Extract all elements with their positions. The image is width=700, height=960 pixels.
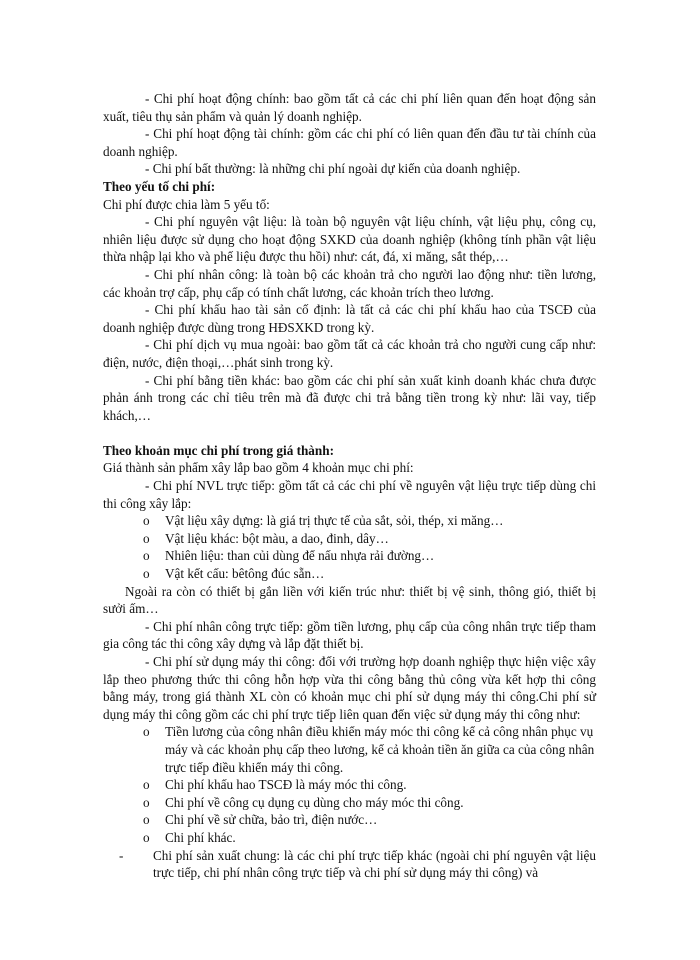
heading-by-cost-element: Theo yếu tố chi phí: [103, 178, 216, 194]
bullet-marker: o [143, 566, 150, 582]
list-item [103, 512, 596, 530]
material-list [103, 512, 596, 582]
list-item [103, 565, 596, 583]
para-other-cash-cost: - Chi phí bằng tiền khác: bao gồm các chi phí sản xuất kinh doanh khác chưa được phản ánh trong các chỉ tiêu trên mà đã được chi trả bằng tiền trong kỳ như: lãi vay, tiếp khách,… [103, 372, 596, 423]
para-four-items-intro: Giá thành sản phẩm xây lắp bao gồm 4 khoản mục chi phí: [103, 460, 414, 476]
list-item [103, 723, 596, 776]
bullet-marker: o [143, 829, 150, 845]
bullet-marker: o [143, 724, 150, 740]
para-depreciation-cost: - Chi phí khấu hao tài sản cố định: là tất cả các chi phí khấu hao của TSCĐ của doanh nghiệp được dùng trong HĐSXKD trong kỳ. [103, 302, 596, 335]
para-material-cost: - Chi phí nguyên vật liệu: là toàn bộ nguyên vật liệu chính, vật liệu phụ, công cụ, nhiên liệu được sử dụng cho hoạt động SXKD của doanh nghiệp (không tính phần vật liệu thừa nhập lại kho và phế liệu được thu hồi) như: cát, đá, xi măng, sắt thép,… [103, 214, 596, 265]
para-labor-cost: - Chi phí nhân công: là toàn bộ các khoản trả cho người lao động như: tiền lương, các khoản trợ cấp, phụ cấp có tính chất lương, các khoản trích theo lương. [103, 266, 596, 300]
para-general-production-cost [103, 847, 596, 882]
list-item-text: Vật kết cấu: bêtông đúc sẵn… [165, 566, 325, 582]
bullet-marker: o [143, 812, 150, 828]
list-item-text: Vật liệu xây dựng: là giá trị thực tế của sắt, sỏi, thép, xi măng… [165, 513, 504, 529]
heading-by-cost-item: Theo khoản mục chi phí trong giá thành: [103, 442, 334, 458]
list-item-text: Chi phí về công cụ dụng cụ dùng cho máy móc thi công. [165, 794, 464, 810]
list-item [103, 794, 596, 812]
blank-line [103, 424, 596, 442]
list-item [103, 811, 596, 829]
list-item-text: Chi phí khấu hao TSCĐ là máy móc thi công. [165, 777, 407, 793]
para-outsourced-service-cost: - Chi phí dịch vụ mua ngoài: bao gồm tất cả các khoản trả cho người cung cấp như: điện, nước, điện thoại,…phát sinh trong kỳ. [103, 337, 596, 370]
para-general-production-cost-text: Chi phí sản xuất chung: là các chi phí trực tiếp khác (ngoài chi phí nguyên vật liệu trực tiếp, chi phí nhân công trực tiếp và chi phí sử dụng máy thi công) và [153, 847, 596, 881]
dash-marker: - [119, 847, 124, 863]
list-item-text: Nhiên liệu: than củi dùng để nấu nhựa rải đường… [165, 548, 435, 564]
list-item-text: Chi phí khác. [165, 829, 236, 845]
bullet-marker: o [143, 513, 150, 529]
para-main-activity-cost: - Chi phí hoạt động chính: bao gồm tất cả các chi phí liên quan đến hoạt động sản xuất, tiêu thụ sản phẩm và quản lý doanh nghiệp. [103, 91, 596, 124]
list-item [103, 530, 596, 548]
bullet-marker: o [143, 548, 150, 564]
list-item-text: Vật liệu khác: bột màu, a dao, đinh, dây… [165, 530, 389, 546]
bullet-marker: o [143, 530, 150, 546]
para-unusual-cost: - Chi phí bất thường: là những chi phí ngoài dự kiến của doanh nghiệp. [145, 161, 521, 177]
bullet-marker: o [143, 794, 150, 810]
para-direct-material-cost: - Chi phí NVL trực tiếp: gồm tất cả các chi phí về nguyên vật liệu trực tiếp dùng chi thi công xây lắp: [103, 478, 596, 511]
para-attached-equipment: Ngoài ra còn có thiết bị gắn liền với kiến trúc như: thiết bị vệ sinh, thông gió, thiết bị sưởi ấm… [103, 583, 596, 617]
bullet-marker: o [143, 777, 150, 793]
machine-cost-list [103, 723, 596, 846]
list-item-text: Tiền lương của công nhân điều khiển máy móc thi công kể cả công nhân phục vụ máy và các khoản phụ cấp theo lương, kể cả khoản tiền ăn giữa ca của công nhân trực tiếp điều khiển máy thi công. [165, 724, 595, 775]
para-five-elements-intro: Chi phí được chia làm 5 yếu tố: [103, 196, 270, 212]
list-item [103, 776, 596, 794]
para-machine-usage-cost: - Chi phí sử dụng máy thi công: đối với trường hợp doanh nghiệp thực hiện việc xây lắp theo phương thức thi công hỗn hợp vừa thi công bằng thủ công vừa kết hợp thi công bằng máy, trong giá thành XL còn có khoản mục chi phí sử dụng máy thi công.Chi phí sử dụng máy thi công gồm các chi phí trực tiếp liên quan đến việc sử dụng máy thi công như: [103, 654, 596, 722]
list-item [103, 547, 596, 565]
page-content [103, 90, 596, 882]
list-item-text: Chi phí về sử chữa, bảo trì, điện nước… [165, 812, 378, 828]
list-item [103, 829, 596, 847]
para-direct-labor-cost: - Chi phí nhân công trực tiếp: gồm tiền lương, phụ cấp của công nhân trực tiếp tham gia công tác thi công xây dựng và lắp đặt thiết bị. [103, 618, 596, 652]
para-financial-activity-cost: - Chi phí hoạt động tài chính: gồm các chi phí có liên quan đến đầu tư tài chính của doanh nghiệp. [103, 126, 596, 159]
